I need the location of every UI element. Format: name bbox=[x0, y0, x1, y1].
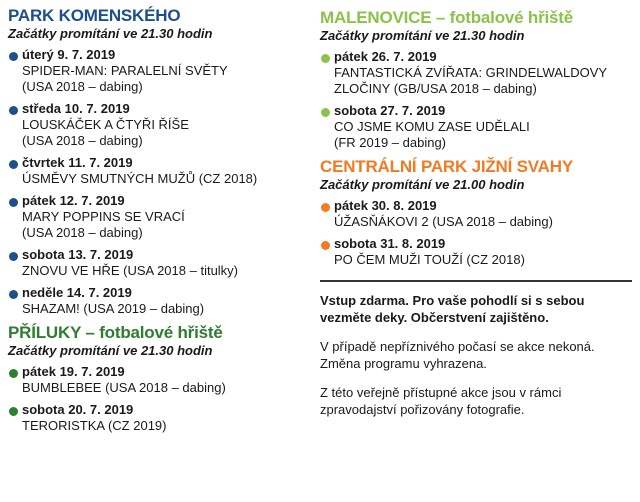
right-column bbox=[320, 0, 632, 430]
film-line: (USA 2018 – dabing) bbox=[22, 133, 143, 148]
screening-item bbox=[8, 155, 308, 187]
screening-item bbox=[8, 47, 308, 95]
weather-notice: V případě nepříznivého počasí se akce nekoná. Změna programu vyhrazena. bbox=[320, 339, 595, 371]
film-line: SHAZAM! (USA 2019 – dabing) bbox=[22, 301, 205, 316]
left-column bbox=[8, 0, 308, 440]
film-line: (USA 2018 – dabing) bbox=[22, 79, 143, 94]
screening-list bbox=[8, 47, 308, 317]
section-title: PARK KOMENSKÉHO bbox=[8, 6, 181, 25]
section-title: CENTRÁLNÍ PARK JIŽNÍ SVAHY bbox=[320, 157, 573, 176]
bullet-dot-icon bbox=[9, 407, 18, 416]
screening-date: úterý 9. 7. 2019 bbox=[22, 47, 116, 62]
screening-date: pátek 12. 7. 2019 bbox=[22, 193, 125, 208]
film-line: ZNOVU VE HŘE (USA 2018 – titulky) bbox=[22, 263, 239, 278]
screening-date: sobota 13. 7. 2019 bbox=[22, 247, 134, 262]
bullet-dot-icon bbox=[9, 52, 18, 61]
film-line: MARY POPPINS SE VRACÍ bbox=[22, 209, 185, 224]
section-title: MALENOVICE – fotbalové hřiště bbox=[320, 8, 574, 27]
screening-date: sobota 27. 7. 2019 bbox=[334, 103, 446, 118]
screening-date: sobota 31. 8. 2019 bbox=[334, 236, 446, 251]
bullet-dot-icon bbox=[321, 54, 330, 63]
screening-item bbox=[320, 236, 632, 268]
screening-date: čtvrtek 11. 7. 2019 bbox=[22, 155, 133, 170]
film-line: FANTASTICKÁ ZVÍŘATA: GRINDELWALDOVY bbox=[334, 65, 608, 80]
screening-item bbox=[320, 198, 632, 230]
bullet-dot-icon bbox=[9, 369, 18, 378]
film-line: ÚŽASŇÁKOVI 2 (USA 2018 – dabing) bbox=[334, 214, 553, 229]
bullet-dot-icon bbox=[9, 198, 18, 207]
screening-item bbox=[8, 247, 308, 279]
screening-item bbox=[8, 285, 308, 317]
screening-date: neděle 14. 7. 2019 bbox=[22, 285, 132, 300]
section-subtitle: Začátky promítání ve 21.30 hodin bbox=[8, 343, 213, 358]
bullet-dot-icon bbox=[321, 203, 330, 212]
screening-date: sobota 20. 7. 2019 bbox=[22, 402, 134, 417]
section-title: PŘÍLUKY – fotbalové hřiště bbox=[8, 323, 223, 342]
screening-date: pátek 26. 7. 2019 bbox=[334, 49, 437, 64]
screening-item bbox=[8, 402, 308, 434]
bullet-dot-icon bbox=[321, 241, 330, 250]
screening-item bbox=[8, 101, 308, 149]
film-line: ZLOČINY (GB/USA 2018 – dabing) bbox=[334, 81, 537, 96]
bullet-dot-icon bbox=[321, 108, 330, 117]
bullet-dot-icon bbox=[9, 252, 18, 261]
section-malenovice bbox=[320, 0, 632, 151]
bullet-dot-icon bbox=[9, 160, 18, 169]
bullet-dot-icon bbox=[9, 290, 18, 299]
section-park-komenskeho bbox=[8, 0, 308, 317]
photo-notice: Z této veřejně přístupné akce jsou v rámci zpravodajství pořizovány fotografie. bbox=[320, 385, 562, 417]
film-line: CO JSME KOMU ZASE UDĚLALI bbox=[334, 119, 530, 134]
section-centralni-park bbox=[320, 157, 632, 268]
screening-item bbox=[320, 49, 632, 97]
bullet-dot-icon bbox=[9, 106, 18, 115]
screening-item bbox=[8, 364, 308, 396]
screening-date: středa 10. 7. 2019 bbox=[22, 101, 130, 116]
section-priluky bbox=[8, 323, 308, 434]
screening-list bbox=[320, 49, 632, 151]
film-line: LOUSKÁČEK A ČTYŘI ŘÍŠE bbox=[22, 117, 189, 132]
screening-date: pátek 30. 8. 2019 bbox=[334, 198, 437, 213]
section-subtitle: Začátky promítání ve 21.30 hodin bbox=[320, 28, 525, 43]
film-line: (USA 2018 – dabing) bbox=[22, 225, 143, 240]
section-subtitle: Začátky promítání ve 21.00 hodin bbox=[320, 177, 525, 192]
screening-date: pátek 19. 7. 2019 bbox=[22, 364, 125, 379]
screening-item bbox=[320, 103, 632, 151]
film-line: BUMBLEBEE (USA 2018 – dabing) bbox=[22, 380, 226, 395]
screening-item bbox=[8, 193, 308, 241]
film-line: SPIDER-MAN: PARALELNÍ SVĚTY bbox=[22, 63, 228, 78]
film-line: PO ČEM MUŽI TOUŽÍ (CZ 2018) bbox=[334, 252, 525, 267]
section-subtitle: Začátky promítání ve 21.30 hodin bbox=[8, 26, 213, 41]
divider bbox=[320, 280, 632, 282]
film-line: (FR 2019 – dabing) bbox=[334, 135, 447, 150]
screening-list bbox=[8, 364, 308, 434]
entry-info: Vstup zdarma. Pro vaše pohodlí si s sebou vezměte deky. Občerstvení zajištěno. bbox=[320, 293, 585, 325]
film-line: ÚSMĚVY SMUTNÝCH MUŽŮ (CZ 2018) bbox=[22, 171, 258, 186]
screening-list bbox=[320, 198, 632, 268]
film-line: TERORISTKA (CZ 2019) bbox=[22, 418, 167, 433]
